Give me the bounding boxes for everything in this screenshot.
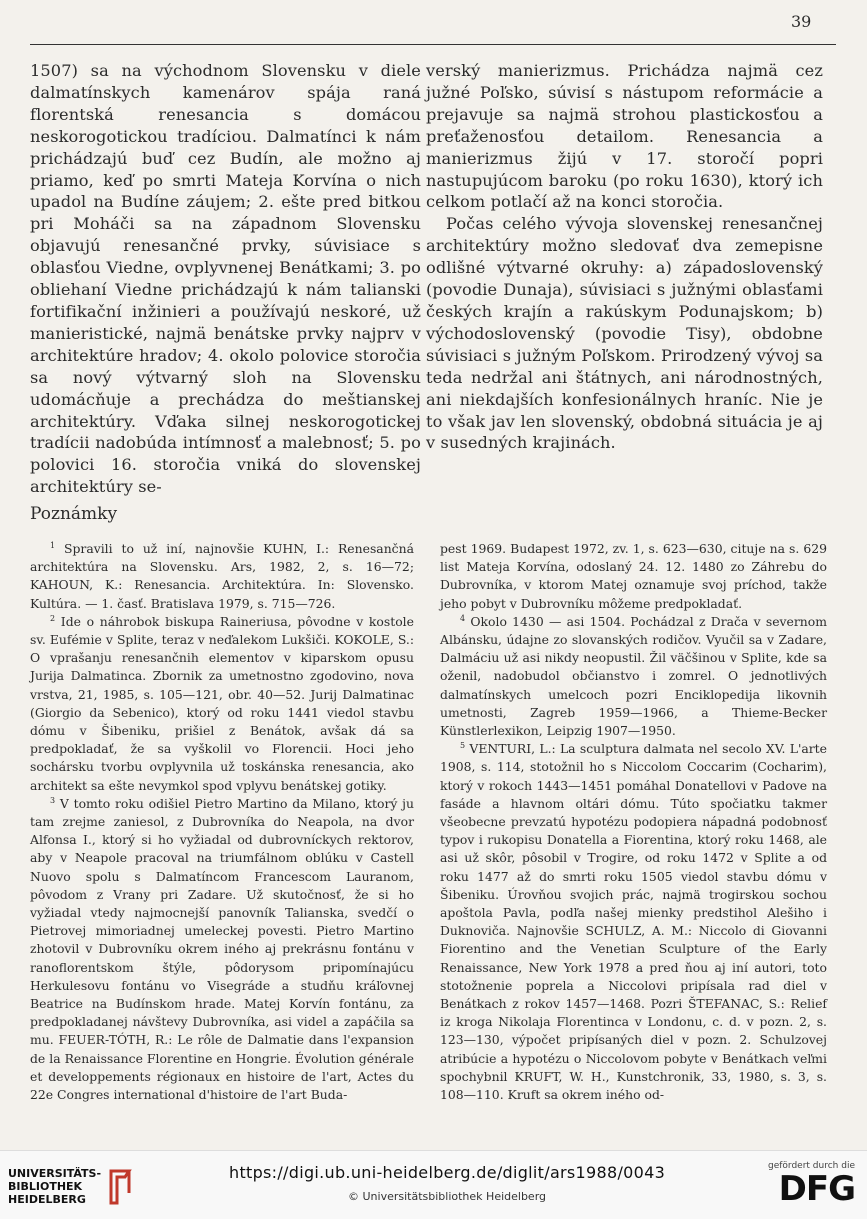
footnote-marker: 3 <box>50 795 56 805</box>
footnote-marker: 1 <box>50 540 56 550</box>
notes-column-right <box>440 540 827 1104</box>
library-name: UNIVERSITÄTS- BIBLIOTHEK HEIDELBERG <box>8 1166 102 1206</box>
footer-bar <box>0 1150 867 1219</box>
footnote-text: Spravili to už iní, najnovšie KUHN, I.: Renesančná architektúra na Slovensku. Ars, 1982, 2, s. 16—72; KAHOUN, K.: Renesancia. Architektúra. In: Slovensko. Kultúra. — 1. časť. Bratislava 1979, s. 715—726. <box>30 541 414 611</box>
footnote-marker: 4 <box>460 613 466 623</box>
body-column-left <box>30 60 421 498</box>
body-column-right <box>426 60 823 454</box>
notes-heading: Poznámky <box>30 504 118 524</box>
dfg-logo-text: DFG <box>778 1169 855 1209</box>
footnote-text: V tomto roku odišiel Pietro Martino da Milano, ktorý ju tam zrejme zaniesol, z Dubrovníka do Neapola, na dvor Alfonsa I., ktorý si ho vyžiadal od dubrovníckych rektorov, aby v Neapole pracoval na triumfálnom oblúku v Castell Nuovo spolu s Dalmatíncom Francescom Lauranom, pôvodom z Vrany pri Zadare. Už skutočnosť, že si ho vyžiadal vtedy najmocnejší panovník Talianska, svedčí o Pietrovej mimoriadnej umeleckej povesti. Pietro Martino zhotovil v Dubrovníku okrem iného aj prekrásnu fontánu v ranoflorentskom štýle, pôdorysom pripomínajúcu Herkulesovu fontánu vo Visegráde a studňu kráľovnej Beatrice na Budínskom hrade. Matej Korvín fontánu, za predpokladanej návštevy Dubrovníka, asi videl a zapáčila sa mu. FEUER-TÓTH, R.: Le rôle de Dalmatie dans l'expansion de la Renaissance Florentine en Hongrie. Évolution générale et developpements régionaux en histoire de l'art, Actes du 22e Congres international d'histoire de l'art Buda- <box>30 795 414 1103</box>
body-paragraph: 1507) sa na východnom Slovensku v diele dalmatínskych kamenárov spája raná florentská renesancia s domácou neskorogotickou tradíciou. Dalmatínci k nám prichádzajú buď cez Budín, ale možno aj priamo, keď po smrti Mateja Korvína o nich upadol na Budíne záujem; 2. ešte pred bitkou pri Moháči sa na západnom Slovensku objavujú renesančné prvky, súvisiace s oblasťou Viedne, ovplyvnenej Benátkami; 3. po obliehaní Viedne prichádzajú k nám talianski fortifikační inžinieri a používajú neskoré, už manieristické, najmä benátske prvky najprv v architektúre hradov; 4. okolo polovice storočia sa nový výtvarný sloh na Slovensku udomácňuje a prechádza do meštianskej architektúry. Vďaka silnej neskorogotickej tradícii nadobúda intímnosť a malebnosť; 5. po polovici 16. storočia vniká do slovenskej architektúry se- <box>30 61 421 497</box>
footnote-marker: 5 <box>460 741 466 751</box>
library-logo[interactable] <box>8 1163 135 1209</box>
funder-logo[interactable] <box>768 1161 855 1207</box>
body-paragraph: verský manierizmus. Prichádza najmä cez južné Poľsko, súvisí s nástupom reformácie a prejavuje sa najmä strohou plastickosťou a preťaženosťou detailom. Renesancia a manierizmus žijú v 17. storočí popri nastupujúcom baroku (po roku 1630), ktorý ich celkom potlačí až na konci storočia. <box>426 61 823 212</box>
source-url-link[interactable]: https://digi.ub.uni-heidelberg.de/diglit/ars1988/0043 <box>229 1163 666 1182</box>
footnote-5 <box>440 740 827 1104</box>
copyright-text: © Universitätsbibliothek Heidelberg <box>348 1190 547 1203</box>
footnote-1 <box>30 540 414 613</box>
header-rule <box>30 44 836 45</box>
footnote-3 <box>30 795 414 1104</box>
footnote-text: Ide o náhrobok biskupa Raineriusa, pôvodne v kostole sv. Eufémie v Splite, teraz v neďalekom Lukšiči. KOKOLE, S.: O vprašanju renesančnih elementov v kiparskom opusu Jurija Dalmatinca. Zbornik za umetnostno zgodovino, nova vrstva, 21, 1985, s. 105—121, obr. 40—52. Jurij Dalmatinac (Giorgio da Sebenico), ktorý od roku 1441 viedol stavbu dómu v Šibeniku, prišiel z Benátok, avšak dá sa predpokladať, že sa vyškolil vo Florencii. Hoci jeho sochársku tvorbu ovplyvnila už toskánska renesancia, ako architekt sa ešte nevymkol spod vplyvu benátskej gotiky. <box>30 613 414 793</box>
page-number: 39 <box>791 12 812 31</box>
body-paragraph: Počas celého vývoja slovenskej renesančnej architektúry možno sledovať dva zemepisne odlišné výtvarné okruhy: a) západoslovenský (povodie Dunaja), súvisiaci s južnými oblasťami českých krajín a rakúskym Podunajskom; b) východoslovenský (povodie Tisy), obdobne súvisiaci s južným Poľskom. Prirodzený vývoj sa teda nedržal ani štátnych, ani národnostných, ani niekdajších konfesionálnych hraníc. Nie je to však jav len slovenský, obdobná situácia je aj v susedných krajinách. <box>426 214 823 453</box>
footnote-4 <box>440 613 827 740</box>
footnote-text: Okolo 1430 — asi 1504. Pochádzal z Drača v severnom Albánsku, údajne zo slovanských rodičov. Vyučil sa v Zadare, Dalmáciu už asi nikdy neopustil. Žil väčšinou v Splite, kde sa oženil, nadobudol občianstvo i zomrel. O jednotlivých dalmatínskych umelcoch pozri Enciklopedija likovnih umetnosti, Zagreb 1959—1966, a Thieme-Becker Künstlerlexikon, Leipzig 1907—1950. <box>440 613 827 739</box>
footnote-3-continued: pest 1969. Budapest 1972, zv. 1, s. 623—630, cituje na s. 629 list Mateja Korvína, odoslaný 24. 12. 1480 zo Záhrebu do Dubrovníka, v ktorom Matej oznamuje svoj príchod, takže jeho pobyt v Dubrovníku môžeme predpokladať. <box>440 541 827 611</box>
notes-column-left <box>30 540 414 1104</box>
footnote-marker: 2 <box>50 613 56 623</box>
library-emblem-icon <box>107 1163 135 1209</box>
footnote-2 <box>30 613 414 795</box>
funder-note: gefördert durch die <box>768 1161 855 1171</box>
footnote-text: VENTURI, L.: La sculptura dalmata nel secolo XV. L'arte 1908, s. 114, stotožnil ho s Niccolom Coccarim (Cocharim), ktorý v rokoch 1443—1451 pomáhal Donatellovi v Padove na fasáde a hlavnom oltári dómu. Túto spočiatku takmer všeobecne prevzatú hypotézu podopiera nápadná podobnosť typov i rukopisu Donatella a Fiorentina, ktorý roku 1468, ale asi už skôr, pôsobil v Trogire, od roku 1472 v Splite a od roku 1477 až do smrti roku 1505 viedol stavbu dómu v Šibeniku. Úrovňou svojich prác, najmä trogirskou sochou apoštola Pavla, podľa našej mienky predstihol Alešiho i Duknoviča. Najnovšie SCHULZ, A. M.: Niccolo di Giovanni Fiorentino and the Venetian Sculpture of the Early Renaissance, New York 1978 a pred ňou aj iní autori, toto stotožnenie poprela a Niccolovi pripísala rad diel v Benátkach z rokov 1457—1468. Pozri ŠTEFANAC, S.: Relief iz kroga Nikolaja Florentinca v Londonu, c. d. v pozn. 2, s. 123—130, výpočet pripísaných diel v pozn. 2. Schulzovej atribúcie a hypotézu o Niccolovom pobyte v Benátkach veľmi spochybnil KRUFT, W. H., Kunstchronik, 33, 1980, s. 3, s. 108—110. Kruft sa okrem iného od- <box>440 741 827 1103</box>
